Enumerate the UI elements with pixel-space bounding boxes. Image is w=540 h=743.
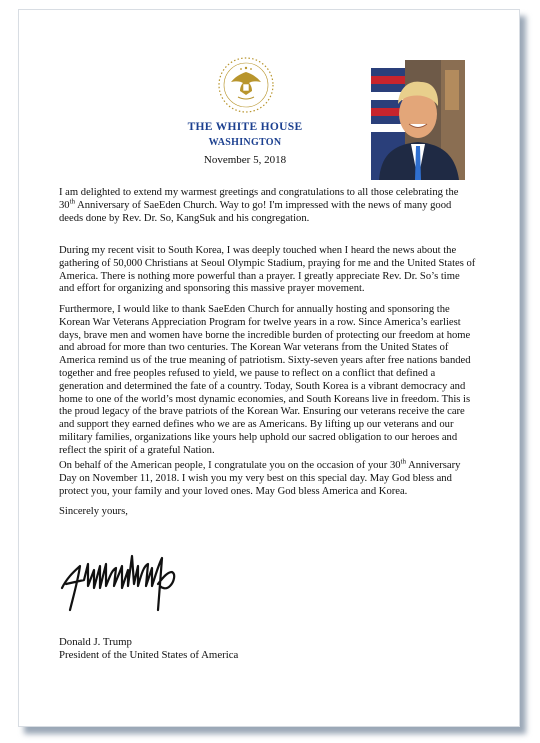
signer-name: Donald J. Trump — [59, 636, 132, 648]
signer-title: President of the United States of America — [59, 649, 239, 661]
signer-block — [59, 636, 238, 662]
portrait-photo — [371, 60, 465, 180]
closing: Sincerely yours, — [59, 506, 128, 517]
letter-paragraph-3: Furthermore, I would like to thank SaeEden Church for annually hosting and sponsoring the Korean War Veterans Appreciation Program for twelve years in a row. Since America’s earliest days, brave men and women have borne the incredible burden of protecting our freedom at home and abroad for more than two centuries. The Korean War veterans from the United States of America remind us of the true meaning of patriotism. Sixty-seven years after free nations banded together and free peoples refused to yield, we pause to reflect on a conflict that defined a generation and determined the fate of a country. Today, South Korea is a vibrant democracy and home to one of the world’s most dynamic economies, and South Koreans live in freedom. This is the proud legacy of the brave patriots of the Korean War. Ensuring our veterans receive the care and support they earned defines who we are as Americans. By lifting up our veterans and our military families, organizations like yours help uphold our sacred obligation to our heroes and reflect the spirit of a grateful Nation. — [59, 304, 471, 456]
signature — [58, 536, 188, 616]
header-org: THE WHITE HOUSE — [187, 121, 303, 133]
letter-paragraph-4: On behalf of the American people, I congratulate you on the occasion of your 30th Anniversary Day on November 11, 2018. I wish you my very best on this special day. May God bless and protect you, your family and your loved ones. May God bless America and Korea. — [59, 457, 461, 497]
letter-paragraph-1: I am delighted to extend my warmest greetings and congratulations to all those celebrating the 30th Anniversary of SaeEden Church. Way to go! I'm impressed with the news of many good deeds done by Rev. Dr. So, KangSuk and his congregation. — [59, 187, 459, 224]
header-city: WASHINGTON — [208, 137, 282, 148]
letter-paragraph-2: During my recent visit to South Korea, I was deeply touched when I heard the news about the gathering of 50,000 Christians at Seoul Olympic Stadium, praying for me and the United States of America. There is nothing more powerful than a prayer. I greatly appreciate Rev. Dr. So’s time and effort for organizing and sponsoring this massive prayer movement. — [59, 245, 476, 295]
presidential-seal-icon — [216, 55, 276, 115]
letter-date: November 5, 2018 — [203, 154, 287, 166]
